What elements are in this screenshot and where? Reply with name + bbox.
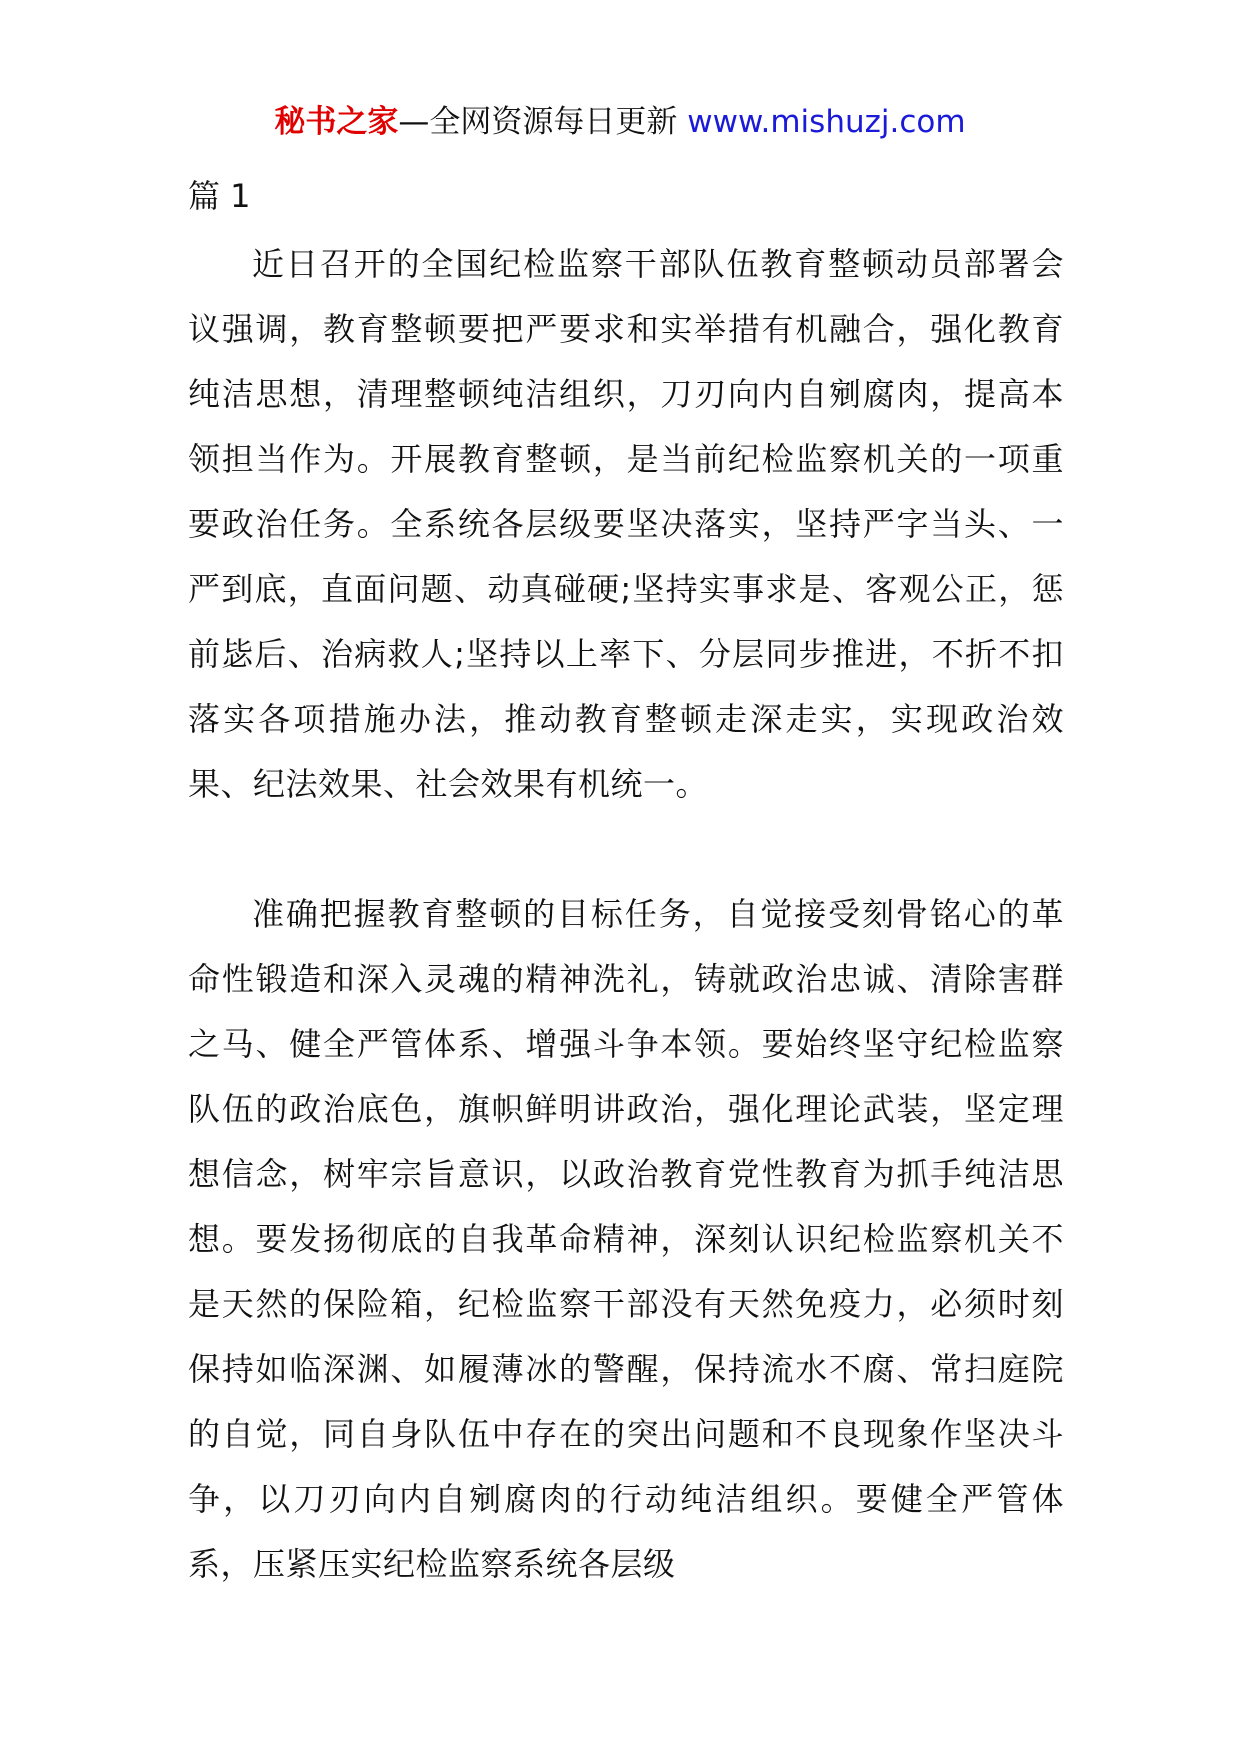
- paragraph-2: 准确把握教育整顿的目标任务，自觉接受刻骨铭心的革命性锻造和深入灵魂的精神洗礼，铸就政治忠诚、清除害群之马、健全严管体系、增强斗争本领。要始终坚守纪检监察队伍的政治底色，旗帜鲜明讲政治，强化理论武装，坚定理想信念，树牢宗旨意识，以政治教育党性教育为抓手纯洁思想。要发扬彻底的自我革命精神，深刻认识纪检监察机关不是天然的保险箱，纪检监察干部没有天然免疫力，必须时刻保持如临深渊、如履薄冰的警醒，保持流水不腐、常扫庭院的自觉，同自身队伍中存在的突出问题和不良现象作坚决斗争，以刀刃向内自剜腐肉的行动纯洁组织。要健全严管体系，压紧压实纪检监察系统各层级: [188, 895, 1064, 1583]
- page-header: [0, 100, 1240, 144]
- paragraph-1: 近日召开的全国纪检监察干部队伍教育整顿动员部署会议强调，教育整顿要把严要求和实举措有机融合，强化教育纯洁思想，清理整顿纯洁组织，刀刃向内自剜腐肉，提高本领担当作为。开展教育整顿，是当前纪检监察机关的一项重要政治任务。全系统各层级要坚决落实，坚持严字当头、一严到底，直面问题、动真碰硬;坚持实事求是、客观公正，惩前毖后、治病救人;坚持以上率下、分层同步推进，不折不扣落实各项措施办法，推动教育整顿走深走实，实现政治效果、纪法效果、社会效果有机统一。: [188, 245, 1064, 803]
- header-tagline: —全网资源每日更新: [398, 104, 688, 140]
- section-title: 篇 1: [188, 177, 251, 215]
- site-url-link[interactable]: www.mishuzj.com: [687, 104, 966, 140]
- site-name: 秘书之家: [274, 104, 399, 140]
- article-body: [188, 166, 1064, 1597]
